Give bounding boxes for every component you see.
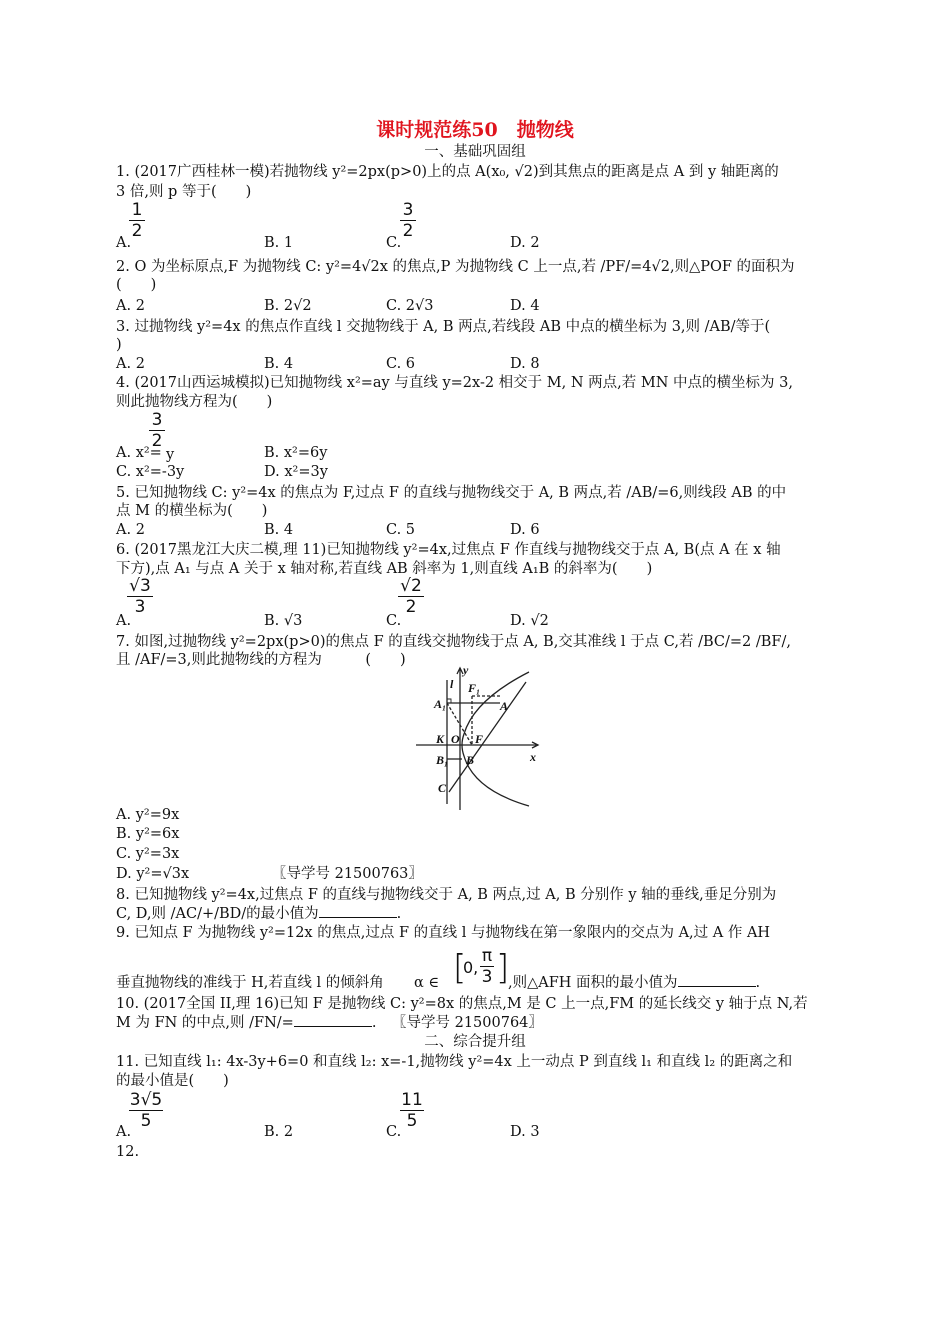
question-9-line-2a: 垂直抛物线的准线于 H,若直线 l 的倾斜角 — [116, 975, 384, 991]
question-4-option-b: B. x²=6y — [264, 445, 328, 461]
question-3-option-d: D. 8 — [510, 356, 540, 372]
question-4-option-a: A. x²= — [116, 445, 162, 461]
question-7-option-a: A. y²=9x — [116, 807, 180, 823]
question-6-option-b: B. √3 — [264, 613, 303, 629]
question-5-option-a: A. 2 — [116, 522, 145, 538]
question-1-option-d: D. 2 — [510, 235, 540, 251]
question-4-option-c: C. x²=-3y — [116, 464, 185, 480]
label-b: B — [466, 753, 475, 767]
question-9-answer-blank — [678, 974, 756, 987]
label-y: y — [463, 664, 469, 677]
question-2-option-c: C. 2√3 — [386, 298, 434, 314]
question-3-option-b: B. 4 — [264, 356, 294, 372]
question-1-option-c: C. — [386, 235, 402, 251]
question-4-line-2: 则此抛物线方程为( ) — [116, 394, 273, 410]
question-7-line-2: 且 /AF/=3,则此抛物线的方程为 ( ) — [116, 652, 406, 668]
question-11-fraction-a: 3√5 5 — [129, 1090, 163, 1131]
question-11-line-1: 11. 已知直线 l₁: 4x-3y+6=0 和直线 l₂: x=-1,抛物线 y²=4x 上一动点 P 到直线 l₁ 和直线 l₂ 的距离之和 — [116, 1054, 793, 1070]
label-a1: A₁ — [434, 697, 447, 711]
label-x: x — [530, 750, 536, 764]
question-5-line-1: 5. 已知抛物线 C: y²=4x 的焦点为 F,过点 F 的直线与抛物线交于 A, B 两点,若 /AB/=6,则线段 AB 的中 — [116, 485, 787, 501]
question-11-option-b: B. 2 — [264, 1124, 294, 1140]
question-11-option-d: D. 3 — [510, 1124, 540, 1140]
question-8-line-1: 8. 已知抛物线 y²=4x,过焦点 F 的直线与抛物线交于 A, B 两点,过 A, B 分别作 y 轴的垂线,垂足分别为 — [116, 887, 777, 903]
label-a: A — [500, 699, 509, 713]
question-11-line-2: 的最小值是( ) — [116, 1073, 229, 1089]
question-1-option-a: A. — [116, 235, 132, 251]
question-12-label: 12. — [116, 1144, 140, 1160]
question-6-fraction-c: √2 2 — [398, 576, 424, 617]
question-9-text: ,则△AFH 面积的最小值为 — [508, 975, 678, 991]
interval-left-bracket: [ — [453, 948, 467, 988]
question-8-answer-blank — [319, 905, 397, 918]
section-heading-basic: 一、基础巩固组 — [424, 144, 526, 160]
question-3-line-1: 3. 过抛物线 y²=4x 的焦点作直线 l 交抛物线于 A, B 两点,若线段 AB 中点的横坐标为 3,则 /AB/等于( — [116, 319, 771, 335]
label-b1: B₁ — [436, 753, 449, 767]
question-5-line-2: 点 M 的横坐标为( ) — [116, 503, 268, 519]
question-10-text: M 为 FN 的中点,则 /FN/= — [116, 1015, 294, 1031]
question-11-option-c: C. — [386, 1124, 402, 1140]
question-3-option-a: A. 2 — [116, 356, 145, 372]
question-10-answer-blank — [294, 1014, 372, 1027]
question-2-line-2: ( ) — [116, 277, 157, 293]
question-9-line-1: 9. 已知点 F 为抛物线 y²=12x 的焦点,过点 F 的直线 l 与抛物线在第一象限内的交点为 A,过 A 作 AH — [116, 925, 771, 941]
question-8-text: C, D,则 /AC/+/BD/的最小值为 — [116, 906, 319, 922]
question-2-option-b: B. 2√2 — [264, 298, 312, 314]
question-6-fraction-a: √3 3 — [127, 576, 153, 617]
question-4-option-a-tail: y — [166, 447, 175, 463]
question-11-option-a: A. — [116, 1124, 132, 1140]
question-4-line-1: 4. (2017山西运城模拟)已知抛物线 x²=ay 与直线 y=2x-2 相交于 M, N 两点,若 MN 中点的横坐标为 3, — [116, 375, 793, 391]
question-1-fraction-c: 3 2 — [400, 200, 416, 241]
question-1-fraction-a: 1 2 — [129, 200, 145, 241]
label-f: F — [475, 732, 484, 746]
question-1-line-1: 1. (2017广西桂林一模)若抛物线 y²=2px(p>0)上的点 A(x₀, √2)到其焦点的距离是点 A 到 y 轴距离的 — [116, 164, 779, 180]
question-4-fraction-a: 3 2 — [149, 410, 165, 451]
question-9-end: . — [755, 975, 761, 991]
question-6-line-2: 下方),点 A₁ 与点 A 关于 x 轴对称,若直线 AB 斜率为 1,则直线 A₁B 的斜率为( ) — [116, 561, 653, 577]
question-5-option-c: C. 5 — [386, 522, 416, 538]
parabola-figure — [414, 664, 544, 812]
question-9-alpha: α ∈ — [414, 975, 440, 991]
question-1-option-b: B. 1 — [264, 235, 294, 251]
question-3-line-2: ) — [116, 337, 122, 353]
question-5-option-b: B. 4 — [264, 522, 294, 538]
question-2-option-a: A. 2 — [116, 298, 145, 314]
label-c: C — [438, 781, 447, 795]
question-7-option-d: D. y²=√3x — [116, 866, 190, 882]
question-10-reference: 〖导学号 21500764〗 — [392, 1015, 543, 1031]
question-9-interval-start: 0, — [463, 958, 479, 977]
question-10-end: . — [371, 1015, 377, 1031]
question-1-line-2: 3 倍,则 p 等于( ) — [116, 184, 252, 200]
interval-right-bracket: ] — [496, 948, 510, 988]
question-6-line-1: 6. (2017黑龙江大庆二模,理 11)已知抛物线 y²=4x,过焦点 F 作直线与抛物线交于点 A, B(点 A 在 x 轴 — [116, 542, 781, 558]
question-6-option-a: A. — [116, 613, 132, 629]
question-10-line-2 — [116, 1014, 376, 1032]
question-7-option-b: B. y²=6x — [116, 826, 180, 842]
question-2-line-1: 2. O 为坐标原点,F 为抛物线 C: y²=4√2x 的焦点,P 为抛物线 C 上一点,若 /PF/=4√2,则△POF 的面积为 — [116, 259, 795, 275]
question-7-reference: 〖导学号 21500763〗 — [272, 866, 423, 882]
question-8-end: . — [396, 906, 402, 922]
question-8-line-2 — [116, 905, 401, 923]
page-title: 课时规范练50 抛物线 — [376, 119, 574, 141]
label-f1: F₁ — [468, 681, 481, 695]
label-l: l — [450, 677, 454, 691]
question-10-line-1: 10. (2017全国 II,理 16)已知 F 是抛物线 C: y²=8x 的焦点,M 是 C 上一点,FM 的延长线交 y 轴于点 N,若 — [116, 996, 808, 1012]
question-4-option-d: D. x²=3y — [264, 464, 328, 480]
question-5-option-d: D. 6 — [510, 522, 540, 538]
question-3-option-c: C. 6 — [386, 356, 416, 372]
question-7-line-1: 7. 如图,过抛物线 y²=2px(p>0)的焦点 F 的直线交抛物线于点 A, B,交其准线 l 于点 C,若 /BC/=2 /BF/, — [116, 634, 791, 650]
question-9-line-2b — [508, 974, 760, 992]
question-6-option-d: D. √2 — [510, 613, 549, 629]
question-2-option-d: D. 4 — [510, 298, 540, 314]
question-9-pi-over-3: π 3 — [481, 946, 493, 987]
question-7-option-c: C. y²=3x — [116, 846, 180, 862]
section-heading-advanced: 二、综合提升组 — [424, 1034, 526, 1050]
label-o: O — [451, 732, 460, 746]
question-6-option-c: C. — [386, 613, 402, 629]
question-11-fraction-c: 11 5 — [401, 1090, 423, 1131]
label-k: K — [436, 732, 445, 746]
